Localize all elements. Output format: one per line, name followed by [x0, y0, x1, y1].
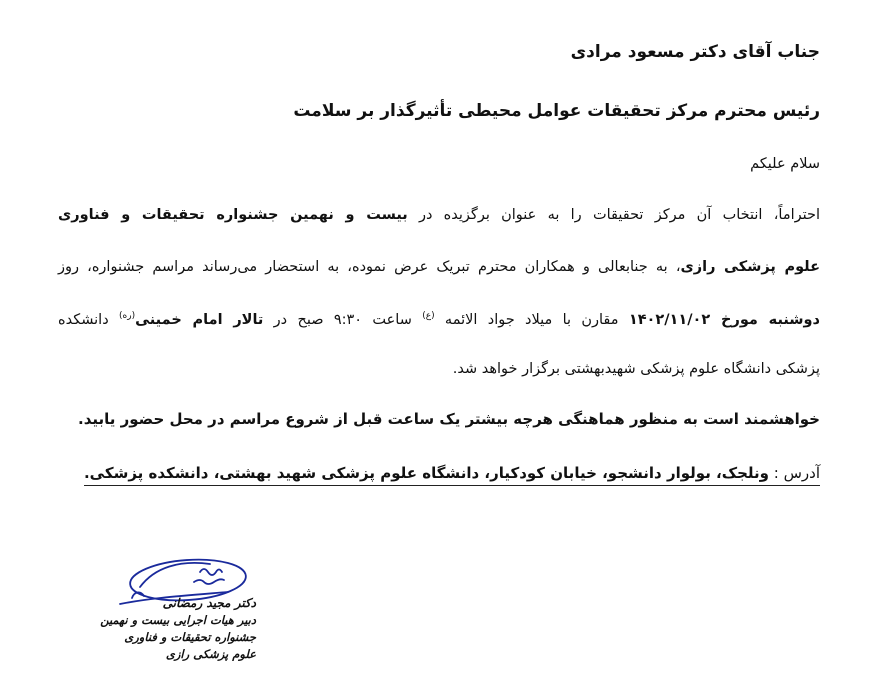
body-line-1	[58, 207, 820, 223]
festival-name-cont: علوم پزشکی رازی	[680, 259, 820, 275]
event-date: دوشنبه مورخ ۱۴۰۲/۱۱/۰۲	[628, 311, 820, 328]
greeting: سلام علیکم	[750, 156, 820, 172]
festival-name: بیست و نهمین جشنواره تحقیقات و فناوری	[58, 207, 408, 223]
address-value: ونلجک، بولوار دانشجو، خیابان کودکیار، دانشگاه علوم پزشکی شهید بهشتی، دانشکده پزشکی.	[83, 464, 769, 482]
attendance-request: خواهشمند است به منظور هماهنگی هرچه بیشتر یک ساعت قبل از شروع مراسم در محل حضور یابید.	[78, 410, 820, 428]
body-text: ، به جنابعالی و همکاران محترم تبریک عرض نموده، به استحضار می‌رساند مراسم جشنواره، روز	[58, 259, 681, 275]
recipient-title: رئیس محترم مرکز تحقیقات عوامل محیطی تأثیرگذار بر سلامت	[293, 101, 820, 121]
body-line-3	[58, 311, 820, 328]
body-text: مقارن با میلاد جواد الائمه	[434, 311, 629, 328]
body-text: احتراماً، انتخاب آن مرکز تحقیقات را به عنوان برگزیده در	[407, 207, 820, 223]
salutation: جناب آقای دکتر مسعود مرادی	[570, 42, 820, 62]
signature-scribble	[110, 552, 250, 622]
signatory-role: علوم پزشکی رازی	[165, 647, 256, 661]
signatory-role: جشنواره تحقیقات و فناوری	[124, 630, 256, 644]
body-text: دانشکده	[58, 311, 119, 328]
body-line-4: پزشکی دانشگاه علوم پزشکی شهیدبهشتی برگزار خواهد شد.	[452, 361, 820, 377]
honorific: (ره)	[119, 311, 136, 321]
event-time: ساعت ۹:۳۰ صبح در	[263, 311, 423, 328]
signature-block	[92, 552, 282, 682]
honorific: (ع)	[422, 311, 435, 321]
signatory-role: دبیر هیات اجرایی بیست و نهمین	[100, 613, 256, 627]
address-label: آدرس :	[769, 464, 820, 482]
signatory-name: دکتر مجید رمضانی	[162, 596, 256, 610]
event-venue: تالار امام خمینی	[135, 311, 264, 328]
body-line-2	[58, 259, 820, 275]
address-line	[84, 464, 820, 486]
